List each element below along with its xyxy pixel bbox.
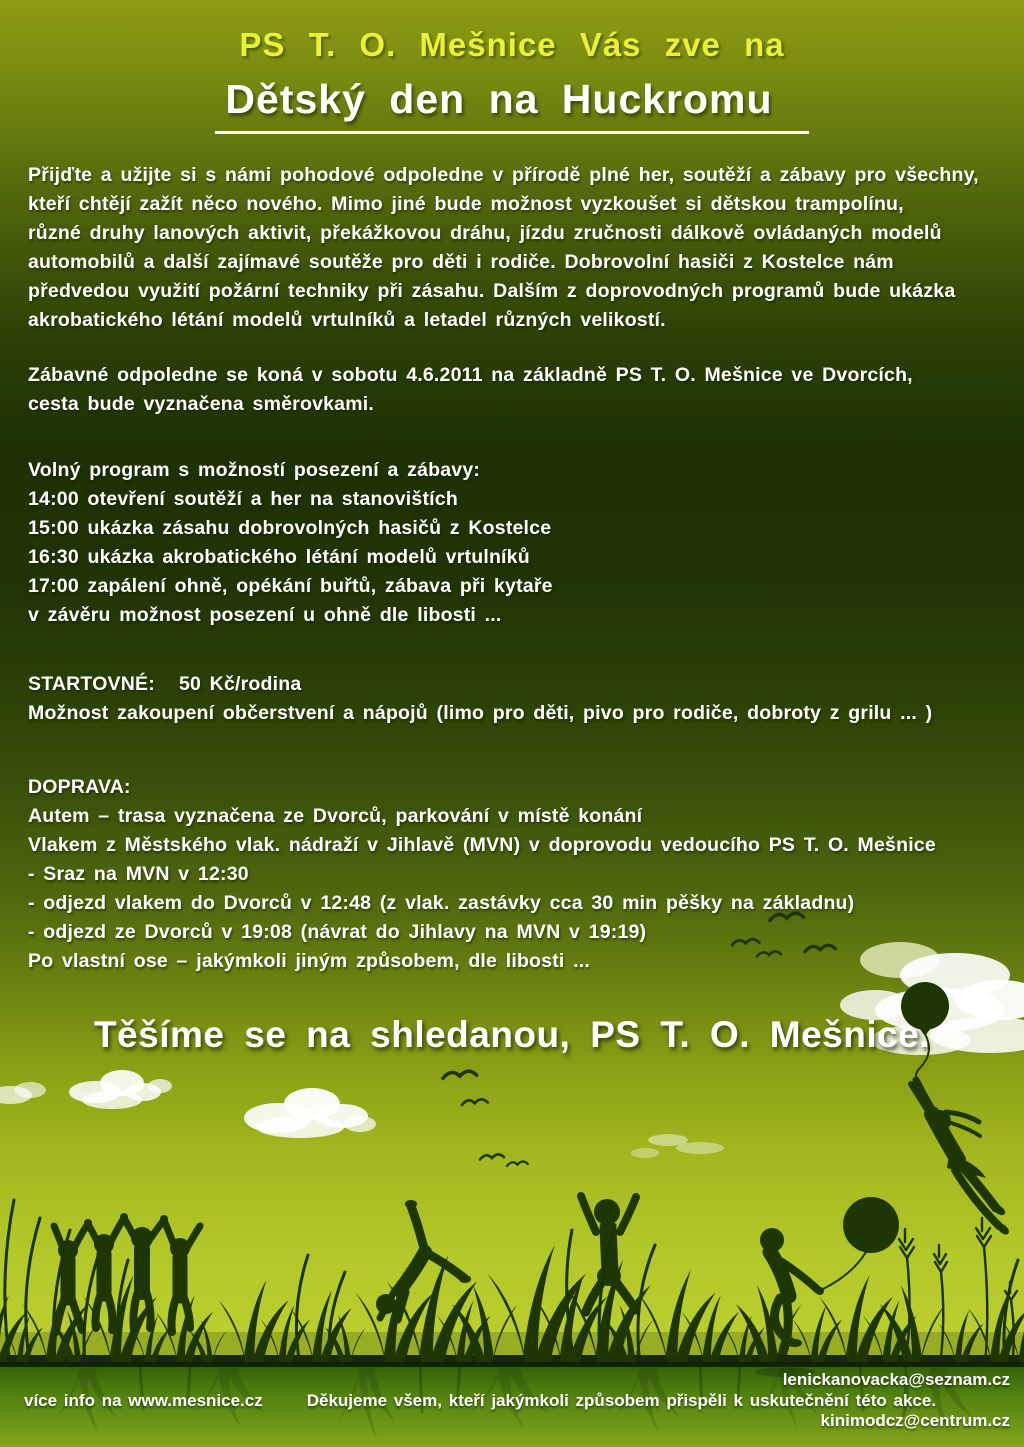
transport-heading: DOPRAVA: (28, 776, 131, 798)
closing-line: Těšíme se na shledanou, PS T. O. Mešnice. (93, 1014, 931, 1055)
transport-line: Po vlastní ose – jakýmkoli jiným způsobem, dle libosti ... (28, 950, 590, 972)
text-line: různé druhy lanových aktivit, překážkovou dráhu, jízdu zručnosti dálkově ovládaných modelů (28, 222, 942, 244)
transport-line: Autem – trasa vyznačena ze Dvorců, parkování v místě konání (28, 805, 643, 827)
cloud-left-edge (0, 1082, 46, 1104)
text-line: akrobatického létání modelů vrtulníků a letadel různých velikostí. (28, 309, 666, 331)
transport-line: Vlakem z Městského vlak. nádraží v Jihlavě (MVN) v doprovodu vedoucího PS T. O. Mešnice (28, 834, 936, 856)
text-line: předvedou využití požární techniky při zásahu. Dalším z doprovodných programů bude ukázka (28, 280, 956, 302)
cloud-wisps-center (631, 1134, 724, 1158)
fee-note: Možnost zakoupení občerstvení a nápojů (limo pro děti, pivo pro rodiče, dobroty z grilu ... ) (28, 702, 933, 724)
program-item: 16:30 ukázka akrobatického létání modelů vrtulníků (28, 546, 530, 568)
fee-line (28, 670, 932, 699)
contact-email-top: lenickanovacka@seznam.cz (782, 1370, 1010, 1389)
program-item: 17:00 zapálení ohně, opékání buřtů, zábava při kytaře (28, 575, 553, 597)
cloud-mid-left (244, 1088, 376, 1138)
text-line: Přijďte a užijte si s námi pohodové odpoledne v přírodě plné her, soutěží a zábavy pro všechny, (28, 164, 979, 186)
program-item: v závěru možnost posezení u ohně dle libosti ... (28, 604, 502, 626)
program-item: 15:00 ukázka zásahu dobrovolných hasičů z Kostelce (28, 517, 552, 539)
fee-label: STARTOVNÉ: (28, 673, 155, 695)
text-line: Zábavné odpoledne se koná v sobotu 4.6.2011 na základně PS T. O. Mešnice ve Dvorcích, (28, 364, 913, 386)
transport-line: - odjezd vlakem do Dvorců v 12:48 (z vlak. zastávky cca 30 min pěšky na základnu) (28, 892, 855, 914)
thanks-text: Děkujeme všem, kteří jakýmkoli způsobem přispěli k uskutečnění této akce. (306, 1391, 937, 1410)
children-group-silhouette (54, 1213, 200, 1332)
text-line: kteří chtějí zažít něco nového. Mimo jiné bude možnost vyzkoušet si dětskou trampolínu, (28, 193, 904, 215)
entry-fee-section (28, 670, 932, 728)
footer-info-row (24, 1391, 936, 1411)
program-heading: Volný program s možností posezení a zábavy: (28, 459, 481, 481)
program-schedule (28, 456, 553, 630)
cloud-small-left (69, 1070, 172, 1109)
transport-section (28, 773, 936, 976)
title-row (0, 76, 1024, 134)
balloon (843, 1197, 899, 1253)
cartwheel-kid-silhouette (376, 1200, 471, 1320)
transport-line: - Sraz na MVN v 12:30 (28, 863, 249, 885)
transport-line: - odjezd ze Dvorců v 19:08 (návrat do Jihlavy na MVN v 19:19) (28, 921, 647, 943)
poster-title: Dětský den na Huckromu (215, 76, 808, 134)
meadow-scene-illustration (0, 900, 1024, 1447)
intro-paragraph (28, 161, 979, 335)
contact-email-bottom: kinimodcz@centrum.cz (820, 1411, 1010, 1430)
date-location-paragraph (28, 361, 913, 419)
birds-mid (443, 1071, 528, 1166)
text-line: cesta bude vyznačena směrovkami. (28, 393, 374, 415)
website-text: více info na www.mesnice.cz (24, 1391, 263, 1410)
program-item: 14:00 otevření soutěží a her na stanovištích (28, 488, 458, 510)
fee-value: 50 Kč/rodina (178, 673, 302, 695)
invite-line: PS T. O. Mešnice Vás zve na (239, 26, 785, 63)
text-line: automobilů a další zajímavé soutěže pro děti i rodiče. Dobrovolní hasiči z Kostelce nám (28, 251, 894, 273)
